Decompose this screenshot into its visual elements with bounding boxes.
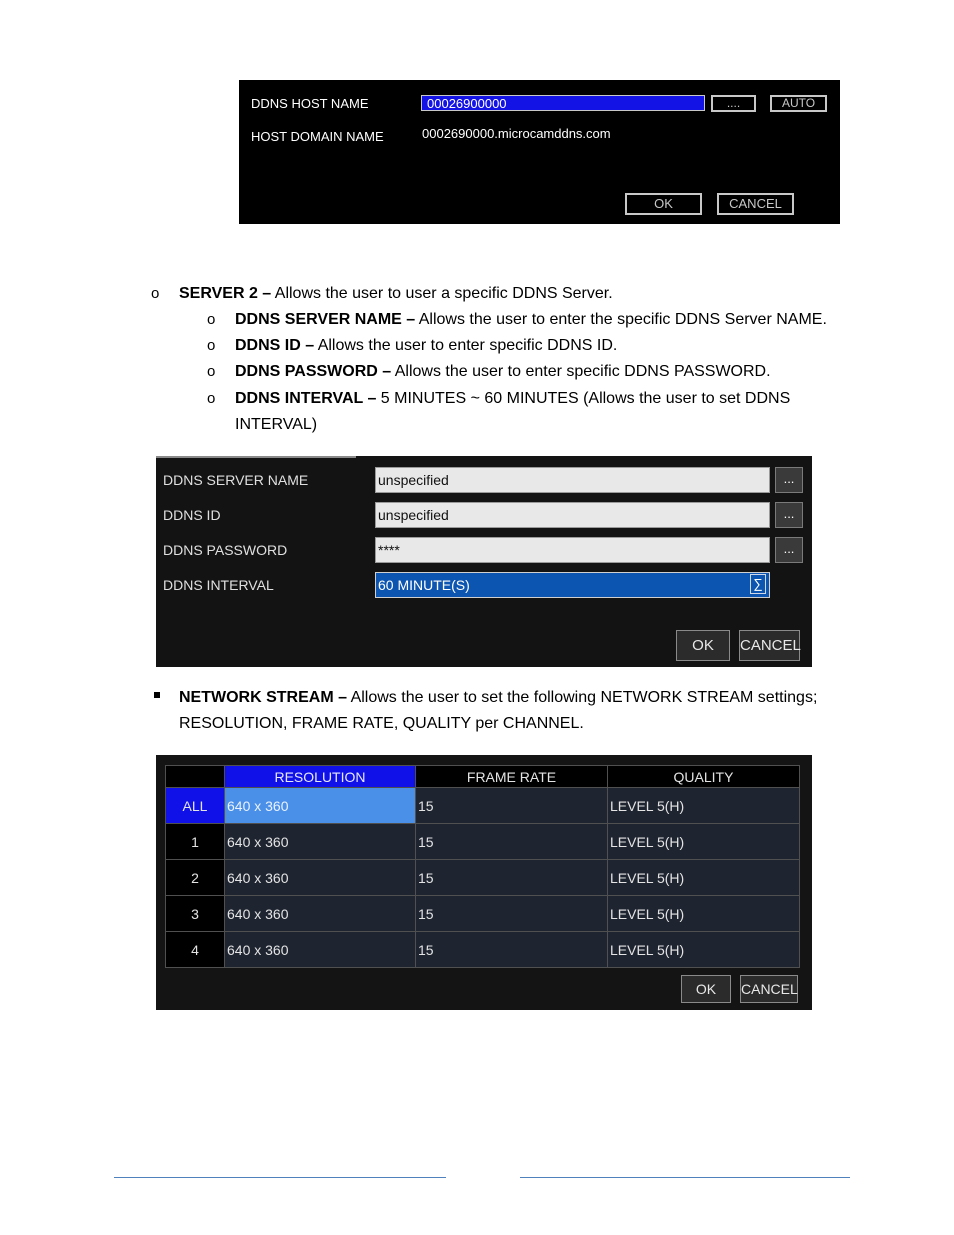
frame-rate-cell[interactable]: 15	[416, 824, 608, 860]
cancel-button[interactable]: CANCEL	[717, 193, 794, 215]
footer-rule-right	[520, 1177, 850, 1178]
ddns-password-description: Allows the user to enter specific DDNS PASSWORD.	[391, 363, 771, 380]
network-stream-panel	[156, 755, 812, 1010]
host-domain-value: 0002690000.microcamddns.com	[422, 126, 611, 141]
quality-cell[interactable]: LEVEL 5(H)	[608, 932, 800, 968]
resolution-header[interactable]: RESOLUTION	[225, 766, 416, 788]
resolution-cell[interactable]: 640 x 360	[225, 896, 416, 932]
host-name-input[interactable]: 00026900000	[421, 95, 705, 111]
channel-cell[interactable]: 3	[166, 896, 225, 932]
ddns-password-item	[235, 359, 771, 385]
server-name-title: DDNS SERVER NAME –	[235, 311, 416, 328]
table-row	[166, 824, 800, 860]
ddns-interval-description: 5 MINUTES ~ 60 MINUTES (Allows the user to set DDNS	[376, 390, 791, 407]
sub-bullet: o	[207, 390, 216, 407]
ddns-id-label: DDNS ID	[163, 507, 221, 523]
ddns-server-panel	[156, 456, 812, 667]
network-stream-title: NETWORK STREAM –	[179, 689, 347, 706]
table-row	[166, 896, 800, 932]
ddns-id-input[interactable]: unspecified	[375, 502, 770, 528]
auto-button[interactable]: AUTO	[770, 95, 827, 112]
server-name-item	[235, 307, 827, 333]
sub-bullet: o	[207, 337, 216, 354]
cancel-button[interactable]: CANCEL	[739, 630, 800, 661]
quality-cell[interactable]: LEVEL 5(H)	[608, 860, 800, 896]
ddns-password-title: DDNS PASSWORD –	[235, 363, 392, 380]
ddns-interval-item	[235, 386, 790, 412]
host-name-label: DDNS HOST NAME	[251, 96, 369, 111]
ddns-id-dots-button[interactable]: ...	[775, 502, 803, 528]
table-row	[166, 788, 800, 824]
table-header-row	[166, 766, 800, 788]
ddns-interval-title: DDNS INTERVAL –	[235, 390, 377, 407]
ok-button[interactable]: OK	[681, 975, 731, 1003]
ddns-id-title: DDNS ID –	[235, 337, 315, 354]
server2-bullet: o	[151, 285, 160, 302]
sub-bullet: o	[207, 311, 216, 328]
ddns-interval-label: DDNS INTERVAL	[163, 577, 274, 593]
square-bullet	[154, 692, 160, 698]
server-name-input[interactable]: unspecified	[375, 467, 770, 493]
quality-header[interactable]: QUALITY	[608, 766, 800, 788]
channel-all-button[interactable]: ALL	[166, 788, 225, 824]
ddns-password-input[interactable]: ****	[375, 537, 770, 563]
server2-title: SERVER 2 –	[179, 285, 272, 302]
table-row	[166, 860, 800, 896]
ddns-interval-select[interactable]	[375, 572, 770, 598]
host-domain-label: HOST DOMAIN NAME	[251, 129, 384, 144]
network-stream-description: Allows the user to set the following NETWORK STREAM settings;	[347, 689, 818, 706]
frame-rate-cell[interactable]: 15	[416, 896, 608, 932]
ddns-id-description: Allows the user to enter specific DDNS ID.	[314, 337, 618, 354]
ddns-password-dots-button[interactable]: ...	[775, 537, 803, 563]
network-stream-description-cont: RESOLUTION, FRAME RATE, QUALITY per CHANNEL.	[179, 715, 584, 732]
server2-description: Allows the user to user a specific DDNS Server.	[271, 285, 613, 302]
server2-item	[179, 281, 613, 307]
cancel-button[interactable]: CANCEL	[740, 975, 798, 1003]
sub-bullet: o	[207, 363, 216, 380]
resolution-cell[interactable]: 640 x 360	[225, 788, 416, 824]
frame-rate-cell[interactable]: 15	[416, 788, 608, 824]
quality-cell[interactable]: LEVEL 5(H)	[608, 896, 800, 932]
panel-top-border	[156, 456, 356, 458]
frame-rate-cell[interactable]: 15	[416, 860, 608, 896]
frame-rate-cell[interactable]: 15	[416, 932, 608, 968]
channel-cell[interactable]: 2	[166, 860, 225, 896]
ddns-host-panel	[239, 80, 840, 224]
frame-rate-header[interactable]: FRAME RATE	[416, 766, 608, 788]
dropdown-arrow-icon[interactable]: ∑	[750, 574, 766, 594]
server-name-description: Allows the user to enter the specific DDNS Server NAME.	[415, 311, 827, 328]
network-stream-item	[179, 685, 817, 711]
resolution-cell[interactable]: 640 x 360	[225, 824, 416, 860]
channel-header	[166, 766, 225, 788]
footer-rule-left	[114, 1177, 446, 1178]
table-row	[166, 932, 800, 968]
quality-cell[interactable]: LEVEL 5(H)	[608, 824, 800, 860]
ddns-interval-value: 60 MINUTE(S)	[378, 577, 470, 593]
server-name-dots-button[interactable]: ...	[775, 467, 803, 493]
stream-table	[165, 765, 800, 968]
server-name-label: DDNS SERVER NAME	[163, 472, 309, 488]
ddns-password-label: DDNS PASSWORD	[163, 542, 288, 558]
ddns-interval-description-cont: INTERVAL)	[235, 416, 318, 433]
resolution-cell[interactable]: 640 x 360	[225, 860, 416, 896]
resolution-cell[interactable]: 640 x 360	[225, 932, 416, 968]
ok-button[interactable]: OK	[625, 193, 702, 215]
ddns-id-item	[235, 333, 617, 359]
ok-button[interactable]: OK	[676, 630, 730, 661]
quality-cell[interactable]: LEVEL 5(H)	[608, 788, 800, 824]
channel-cell[interactable]: 4	[166, 932, 225, 968]
host-name-dots-button[interactable]: ....	[711, 95, 756, 112]
channel-cell[interactable]: 1	[166, 824, 225, 860]
